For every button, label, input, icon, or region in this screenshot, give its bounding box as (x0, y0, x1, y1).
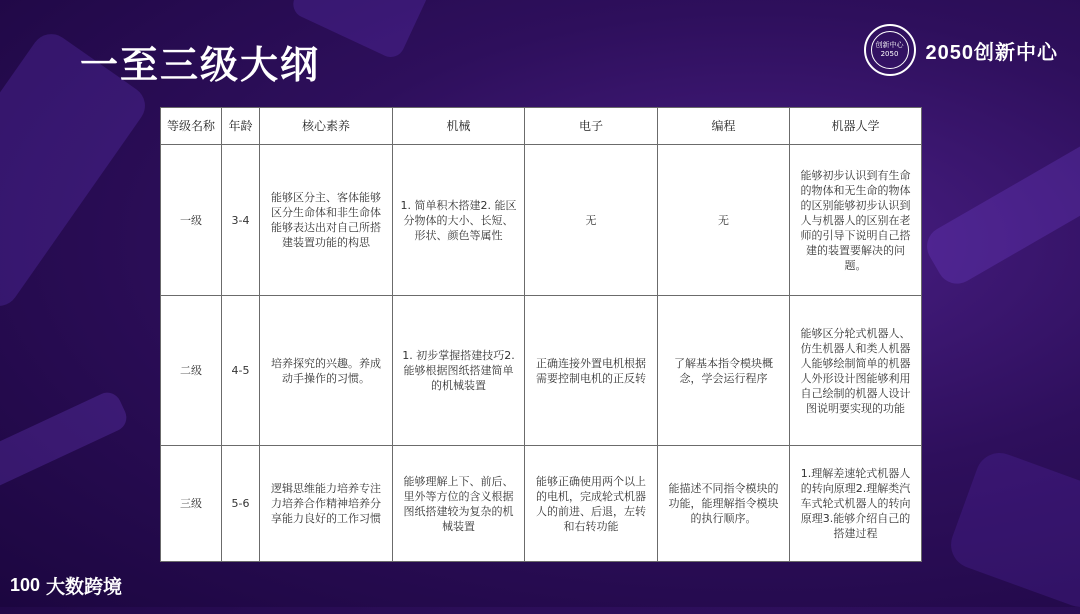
cell-age: 4-5 (222, 296, 260, 446)
cell-level: 三级 (161, 446, 222, 562)
table-row (161, 446, 922, 562)
brand-name: 2050创新中心 (925, 41, 1058, 64)
cell-core: 能够区分主、客体能够区分生命体和非生命体能够表达出对自己所搭建装置功能的构思 (260, 145, 393, 296)
header-age: 年龄 (222, 108, 260, 145)
cell-age: 5-6 (222, 446, 260, 562)
cell-mechanics: 1. 简单积木搭建2. 能区分物体的大小、长短、形状、颜色等属性 (393, 145, 525, 296)
cell-robotics: 能够初步认识到有生命的物体和无生命的物体的区别能够初步认识到人与机器人的区别在老师的引导下说明自己搭建的装置要解决的问题。 (790, 145, 922, 296)
cell-programming: 无 (658, 145, 790, 296)
footer-logo-icon: 100 (10, 575, 41, 595)
header-level: 等级名称 (161, 108, 222, 145)
header-electronics: 电子 (525, 108, 658, 145)
cell-electronics: 能够正确使用两个以上的电机，完成轮式机器人的前进、后退，左转和右转功能 (525, 446, 658, 562)
cell-core: 培养探究的兴趣。养成动手操作的习惯。 (260, 296, 393, 446)
table-row (161, 296, 922, 446)
background-shape (0, 388, 131, 492)
cell-programming: 了解基本指令模块概念，学会运行程序 (658, 296, 790, 446)
cell-mechanics: 1. 初步掌握搭建技巧2. 能够根据图纸搭建简单的机械装置 (393, 296, 525, 446)
header-robotics: 机器人学 (790, 108, 922, 145)
header-core: 核心素养 (260, 108, 393, 145)
background-shape (920, 129, 1080, 291)
cell-mechanics: 能够理解上下、前后、里外等方位的含义根据图纸搭建较为复杂的机械装置 (393, 446, 525, 562)
footer-logo-text: 大数跨境 (46, 576, 123, 598)
cell-core: 逻辑思维能力培养专注力培养合作精神培养分享能力良好的工作习惯 (260, 446, 393, 562)
cell-electronics: 正确连接外置电机根据需要控制电机的正反转 (525, 296, 658, 446)
cell-robotics: 1.理解差速轮式机器人的转向原理2.理解类汽车式轮式机器人的转向原理3.能够介绍自己的搭建过程 (790, 446, 922, 562)
footer-logo (10, 572, 122, 599)
cell-level: 一级 (161, 145, 222, 296)
cell-robotics: 能够区分轮式机器人、仿生机器人和类人机器人能够绘制简单的机器人外形设计图能够利用自己绘制的机器人设计图说明要实现的功能 (790, 296, 922, 446)
brand-logo (864, 24, 1059, 76)
cell-level: 二级 (161, 296, 222, 446)
cell-electronics: 无 (525, 145, 658, 296)
cell-age: 3-4 (222, 145, 260, 296)
slide-title: 一至三级大纲 (80, 43, 321, 87)
outline-table (160, 107, 922, 562)
header-mechanics: 机械 (393, 108, 525, 145)
header-programming: 编程 (658, 108, 790, 145)
seal-icon (864, 24, 916, 76)
table-row (161, 145, 922, 296)
cell-programming: 能描述不同指令模块的功能，能理解指令模块的执行顺序。 (658, 446, 790, 562)
seal-text: 创新中心 2050 (871, 31, 909, 69)
table-header-row (161, 108, 922, 145)
background-shape (944, 446, 1080, 613)
